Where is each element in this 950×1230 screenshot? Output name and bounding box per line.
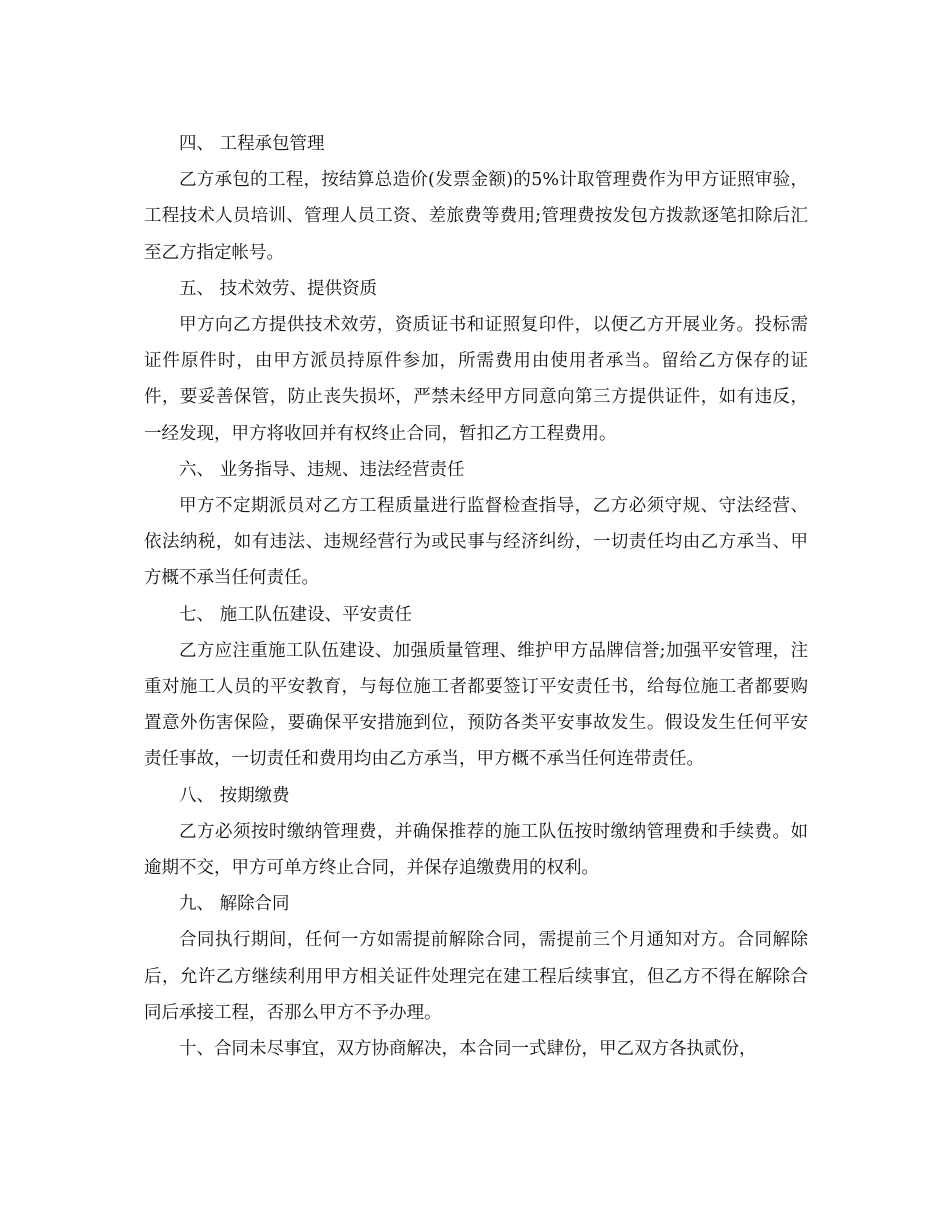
section-body-9: 合同执行期间，任何一方如需提前解除合同，需提前三个月通知对方。合同解除后，允许乙方继续利用甲方相关证件处理完在建工程后续事宜，但乙方不得在解除合同后承接工程，否那么甲方不予办理。 <box>144 930 808 1023</box>
section-body-6: 甲方不定期派员对乙方工程质量进行监督检查指导，乙方必须守规、守法经营、依法纳税，如有违法、违规经营行为或民事与经济纠纷，一切责任均由乙方承当、甲方概不承当任何责任。 <box>144 496 808 589</box>
document-body <box>144 126 808 1067</box>
section-body-4: 乙方承包的工程，按结算总造价(发票金额)的5%计取管理费作为甲方证照审验，工程技术人员培训、管理人员工资、差旅费等费用;管理费按发包方拨款逐笔扣除后汇至乙方指定帐号。 <box>144 170 808 263</box>
section-body-8: 乙方必须按时缴纳管理费，并确保推荐的施工队伍按时缴纳管理费和手续费。如逾期不交，甲方可单方终止合同，并保存追缴费用的权利。 <box>144 821 808 879</box>
section-heading-8: 八、 按期缴费 <box>179 785 290 806</box>
section-heading-7: 七、 施工队伍建设、平安责任 <box>179 604 413 625</box>
section-heading-4: 四、 工程承包管理 <box>179 134 325 154</box>
section-heading-5: 五、 技术效劳、提供资质 <box>179 278 378 299</box>
section-heading-6: 六、 业务指导、违规、违法经营责任 <box>179 459 465 480</box>
section-heading-9: 九、 解除合同 <box>179 894 290 915</box>
section-body-7: 乙方应注重施工队伍建设、加强质量管理、维护甲方品牌信誉;加强平安管理，注重对施工人员的平安教育，与每位施工者都要签订平安责任书，给每位施工者都要购置意外伤害保险，要确保平安措施到位，预防各类平安事故发生。假设发生任何平安责任事故，一切责任和费用均由乙方承当，甲方概不承当任何连带责任。 <box>144 640 808 770</box>
section-body-5: 甲方向乙方提供技术效劳，资质证书和证照复印件，以便乙方开展业务。投标需证件原件时，由甲方派员持原件参加，所需费用由使用者承当。留给乙方保存的证件，要妥善保管，防止丧失损坏，严禁未经甲方同意向第三方提供证件，如有违反，一经发现，甲方将收回并有权终止合同，暂扣乙方工程费用。 <box>144 315 808 444</box>
section-body-10: 十、合同未尽事宜，双方协商解决，本合同一式肆份，甲乙双方各执贰份， <box>179 1039 757 1060</box>
